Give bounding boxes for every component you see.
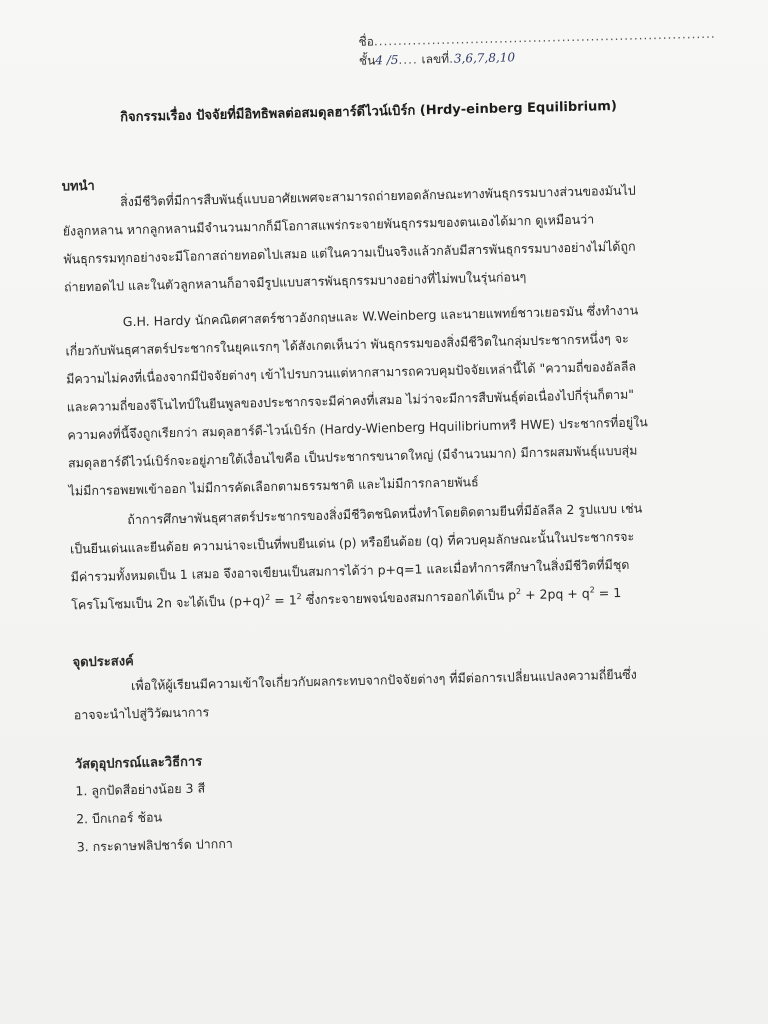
intro-line: ถ่ายทอดไป และในตัวลูกหลานก็อาจมีรูปแบบสารพันธุกรรมบางอย่างที่ไม่พบในรุ่นก่อนๆ <box>63 269 527 295</box>
intro-line: พันธุกรรมทุกอย่างจะมีโอกาสถ่ายทอดไปเสมอ แต่ในความเป็นจริงแล้วกลับมีสารพันธุกรรมบางอย่างไม่ได้ถูก <box>63 238 636 267</box>
intro-line: และความถี่ของจีโนไทป์ในยีนพูลของประชากรจะมีค่าคงที่เสมอ ไม่ว่าจะมีการสืบพันธุ์ต่อเนื่องไปกี่รุ่นก็ตาม" <box>66 386 635 415</box>
materials-heading: วัสดุอุปกรณ์และวิธีการ <box>74 754 203 773</box>
objective-heading: จุดประสงค์ <box>72 654 134 671</box>
intro-line: G.H. Hardy นักคณิตศาสตร์ชาวอังกฤษและ W.Weinberg และนายแพทย์ชาวเยอรมัน ซึ่งทำงาน <box>122 302 639 330</box>
intro-line: เกี่ยวกับพันธุศาสตร์ประชากรในยุคแรกๆ ได้สังเกตเห็นว่า พันธุกรรมของสิ่งมีชีวิตในกลุ่มประชากรหนึ่งๆ จะ <box>65 330 629 359</box>
materials-item: 3. กระดาษฟลิปชาร์ด ปากกา <box>76 835 233 855</box>
page-title: กิจกรรมเรื่อง ปัจจัยที่มีอิทธิพลต่อสมดุลฮาร์ดีไวน์เบิร์ก (Hrdy-einberg Equilibrium) <box>120 98 617 126</box>
intro-line: เป็นยีนเด่นและยีนด้อย ความน่าจะเป็นที่พบยีนเด่น (p) หรือยีนด้อย (q) ที่ควบคุมลักษณะนั้นในประชากรจะ <box>69 528 635 557</box>
formula-text: = 1 <box>594 584 622 601</box>
formula-exponent: 2 <box>589 585 595 595</box>
intro-line: ยังลูกหลาน หากลูกหลานมีจำนวนมากก็มีโอกาสแพร่กระจายพันธุกรรมของตนเองได้มาก ดูเหมือนว่า <box>62 211 595 239</box>
formula-text: ซึ่งกระจายพจน์ของสมการออกได้เป็น p <box>301 587 517 608</box>
intro-line: ถ้าการศึกษาพันธุศาสตร์ประชากรของสิ่งมีชีวิตชนิดหนึ่งทำโดยติดตามยีนที่มีอัลลีล 2 รูปแบบ เช่น <box>127 500 643 528</box>
materials-item: 2. บีกเกอร์ ช้อน <box>75 809 163 827</box>
objective-line: เพื่อให้ผู้เรียนมีความเข้าใจเกี่ยวกับผลกระทบจากปัจจัยต่างๆ ที่มีต่อการเปลี่ยนแปลงความถี่ยีนซึ่ง <box>130 666 637 694</box>
formula-line <box>71 583 621 615</box>
class-value: 4 /5 <box>375 52 399 68</box>
formula-text: โครโมโซมเป็น 2n จะได้เป็น (p+q) <box>71 593 266 613</box>
intro-line: มีค่ารวมทั้งหมดเป็น 1 เสมอ จึงอาจเขียนเป็นสมการได้ว่า p+q=1 และเมื่อทำการศึกษาในสิ่งมีชีวิตที่มีชุด <box>70 556 630 585</box>
intro-line: มีความไม่คงที่เนื่องจากมีปัจจัยต่างๆ เข้าไปรบกวนแต่หากสามารถควบคุมปัจจัยเหล่านี้ได้ "ความถี่ของอัลลีล <box>65 358 637 387</box>
intro-line: ความคงที่นี้จึงถูกเรียกว่า สมดุลฮาร์ดี-ไวน์เบิร์ก (Hardy-Wienberg Hquilibriumหรื HWE) ประชากรที่อยู่ใน <box>67 414 648 443</box>
formula-exponent: 2 <box>265 592 271 602</box>
intro-line: สิ่งมีชีวิตที่มีการสืบพันธุ์แบบอาศัยเพศจะสามารถถ่ายทอดลักษณะทางพันธุกรรมบางส่วนของมันไป <box>119 182 636 210</box>
number-dots: . <box>448 51 455 66</box>
name-label: ชื่อ <box>358 34 375 49</box>
header-fields <box>358 24 727 70</box>
number-label: เลขที่ <box>421 51 450 67</box>
class-dots: .... <box>398 52 418 67</box>
name-dotted-line: ....................................................................... <box>373 26 716 49</box>
intro-heading: บทนำ <box>61 178 95 195</box>
formula-text: = 1 <box>270 592 297 608</box>
objective-line: อาจจะนำไปสู่วิวัฒนาการ <box>73 704 210 723</box>
formula-text: + 2pq + q <box>520 585 590 603</box>
class-label: ชั้น <box>358 53 376 68</box>
number-value: 3,6,7,8,10 <box>453 50 516 66</box>
formula-exponent: 2 <box>296 592 302 602</box>
formula-exponent: 2 <box>515 587 522 597</box>
worksheet <box>58 10 748 1015</box>
materials-item: 1. ลูกปัดสีอย่างน้อย 3 สี <box>75 780 206 799</box>
intro-line: ไม่มีการอพยพเข้าออก ไม่มีการคัดเลือกตามธรรมชาติ และไม่มีการกลายพันธ์ <box>68 474 479 499</box>
intro-line: สมดุลฮาร์ดีไวน์เบิร์กจะอยู่ภายใต้เงื่อนไขคือ เป็นประชากรขนาดใหญ่ (มีจำนวนมาก) มีการผสมพันธุ์แบบสุ่ม <box>67 442 638 471</box>
